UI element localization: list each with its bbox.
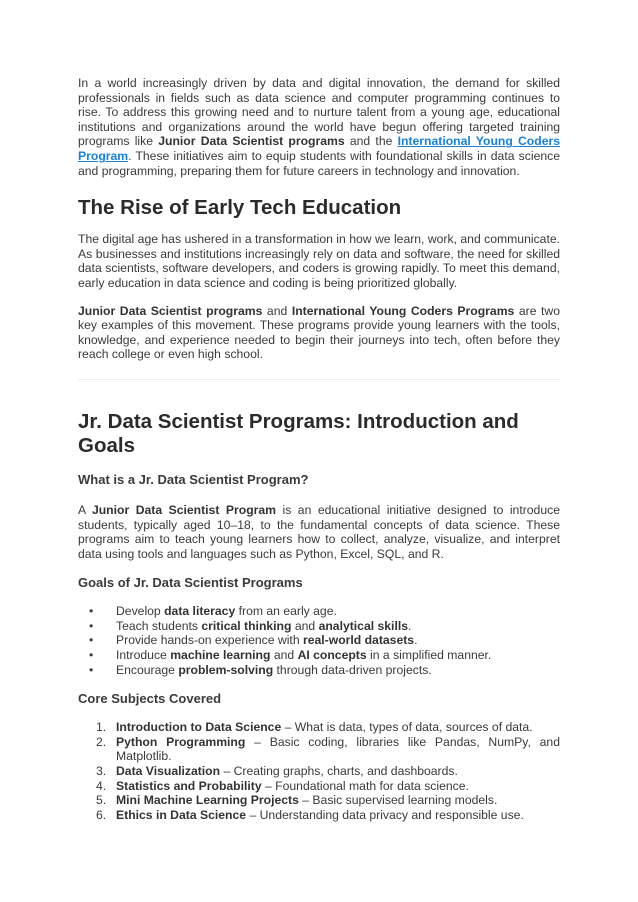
goal-text: . [408, 618, 412, 633]
goal-text: Provide hands-on experience with [116, 633, 303, 648]
goal-text: Encourage [116, 662, 179, 677]
goal-bold: analytical skills [318, 618, 408, 633]
goal-bold: problem-solving [178, 662, 274, 677]
definition-paragraph [78, 503, 560, 561]
intro-text: In a world increasingly driven by data and digital innovation, the demand for skilled professionals in fields such as data science and computer programming continues to rise. To address this growing need and to nurture talent from a young age, educational institutions and organizations around the world have begun offering targeted training programs like [78, 76, 560, 149]
goal-text: from an early age. [235, 604, 337, 619]
goal-bold: real-world datasets [302, 633, 415, 648]
subject-text: – Basic coding, libraries like Pandas, NumPy, and Matplotlib. [116, 734, 560, 764]
goal-text: through data-driven projects. [273, 662, 432, 677]
goal-text: Teach students [116, 618, 202, 633]
definition-text: A [78, 502, 92, 517]
subject-title: Data Visualization [116, 764, 221, 779]
subject-text: – What is data, types of data, sources of data. [281, 720, 533, 735]
goal-bold: critical thinking [201, 618, 292, 633]
subject-title: Statistics and Probability [116, 778, 262, 793]
list-number: 3. [96, 764, 107, 779]
list-item [89, 648, 560, 663]
goal-bold: data literacy [164, 604, 236, 619]
rise-bold: International Young Coders Programs [291, 303, 515, 318]
list-item [89, 604, 560, 619]
bullet-icon: • [89, 604, 94, 619]
subject-text: – Basic supervised learning models. [298, 793, 498, 808]
goal-text: and [291, 618, 319, 633]
intro-paragraph [78, 76, 560, 178]
what-is-subheading: What is a Jr. Data Scientist Program? [78, 471, 309, 487]
definition-bold: Junior Data Scientist Program [91, 502, 277, 517]
list-number: 2. [96, 734, 107, 749]
list-item [96, 764, 560, 779]
intro-text: and the [344, 134, 398, 149]
international-young-coders-link[interactable]: International Young Coders Program [78, 134, 560, 163]
list-number: 1. [96, 720, 107, 735]
list-number: 5. [96, 793, 107, 808]
subject-title: Mini Machine Learning Projects [116, 793, 299, 808]
goal-text: and [270, 648, 298, 663]
rise-paragraph-1: The digital age has ushered in a transformation in how we learn, work, and communicate. As businesses and institutions increasingly rely on data and software, the need for skilled data scientists, software developers, and coders is growing rapidly. To meet this demand, early education in data science and coding is being prioritized globally. [78, 232, 560, 290]
goal-text: Introduce [116, 648, 171, 663]
list-item [96, 720, 560, 735]
rise-heading: The Rise of Early Tech Education [78, 196, 402, 220]
intro-bold-junior: Junior Data Scientist programs [158, 134, 345, 149]
subjects-list [78, 720, 560, 822]
bullet-icon: • [89, 662, 94, 677]
rise-text: are two key examples of this movement. These programs provide young learners with the tools, knowledge, and experience needed to begin their journeys into tech, often before they reach college or even high school. [78, 303, 561, 362]
goals-list [78, 604, 560, 677]
goals-subheading: Goals of Jr. Data Scientist Programs [78, 575, 303, 591]
subject-text: – Foundational math for data science. [261, 778, 469, 793]
jr-heading: Jr. Data Scientist Programs: Introduction and Goals [78, 409, 519, 457]
core-subjects-subheading: Core Subjects Covered [78, 691, 222, 707]
goal-bold: AI concepts [297, 648, 367, 663]
list-item [96, 793, 560, 808]
goal-text: . [414, 633, 418, 648]
list-item [96, 807, 560, 823]
rise-paragraph-2 [78, 304, 560, 362]
subject-title: Introduction to Data Science [116, 720, 282, 735]
definition-text: is an educational initiative designed to introduce students, typically aged 10–18, to the fundamental concepts of data science. These programs aim to teach young learners how to collect, analyze, visualize, and interpret data using tools and languages such as Python, Excel, SQL, and R. [78, 502, 560, 561]
list-item [89, 618, 560, 634]
goal-text: Develop [116, 604, 165, 619]
bullet-icon: • [89, 648, 94, 663]
list-number: 4. [96, 778, 107, 793]
rise-bold: Junior Data Scientist programs [78, 303, 263, 318]
bullet-icon: • [89, 618, 94, 633]
goal-bold: machine learning [170, 648, 271, 663]
goal-text: in a simplified manner. [366, 648, 492, 663]
list-item [89, 662, 560, 678]
list-item [89, 633, 560, 648]
list-item [96, 734, 560, 764]
subject-title: Ethics in Data Science [116, 807, 247, 822]
bullet-icon: • [89, 633, 94, 648]
rise-text: and [262, 303, 292, 318]
intro-text: . These initiatives aim to equip students with foundational skills in data science and programming, preparing them for future careers in technology and innovation. [78, 148, 560, 178]
section-divider [78, 379, 560, 380]
list-item [96, 778, 560, 794]
subject-text: – Creating graphs, charts, and dashboards. [220, 764, 458, 779]
subject-title: Python Programming [116, 734, 246, 749]
list-number: 6. [96, 807, 107, 822]
subject-text: – Understanding data privacy and responsible use. [246, 807, 524, 822]
